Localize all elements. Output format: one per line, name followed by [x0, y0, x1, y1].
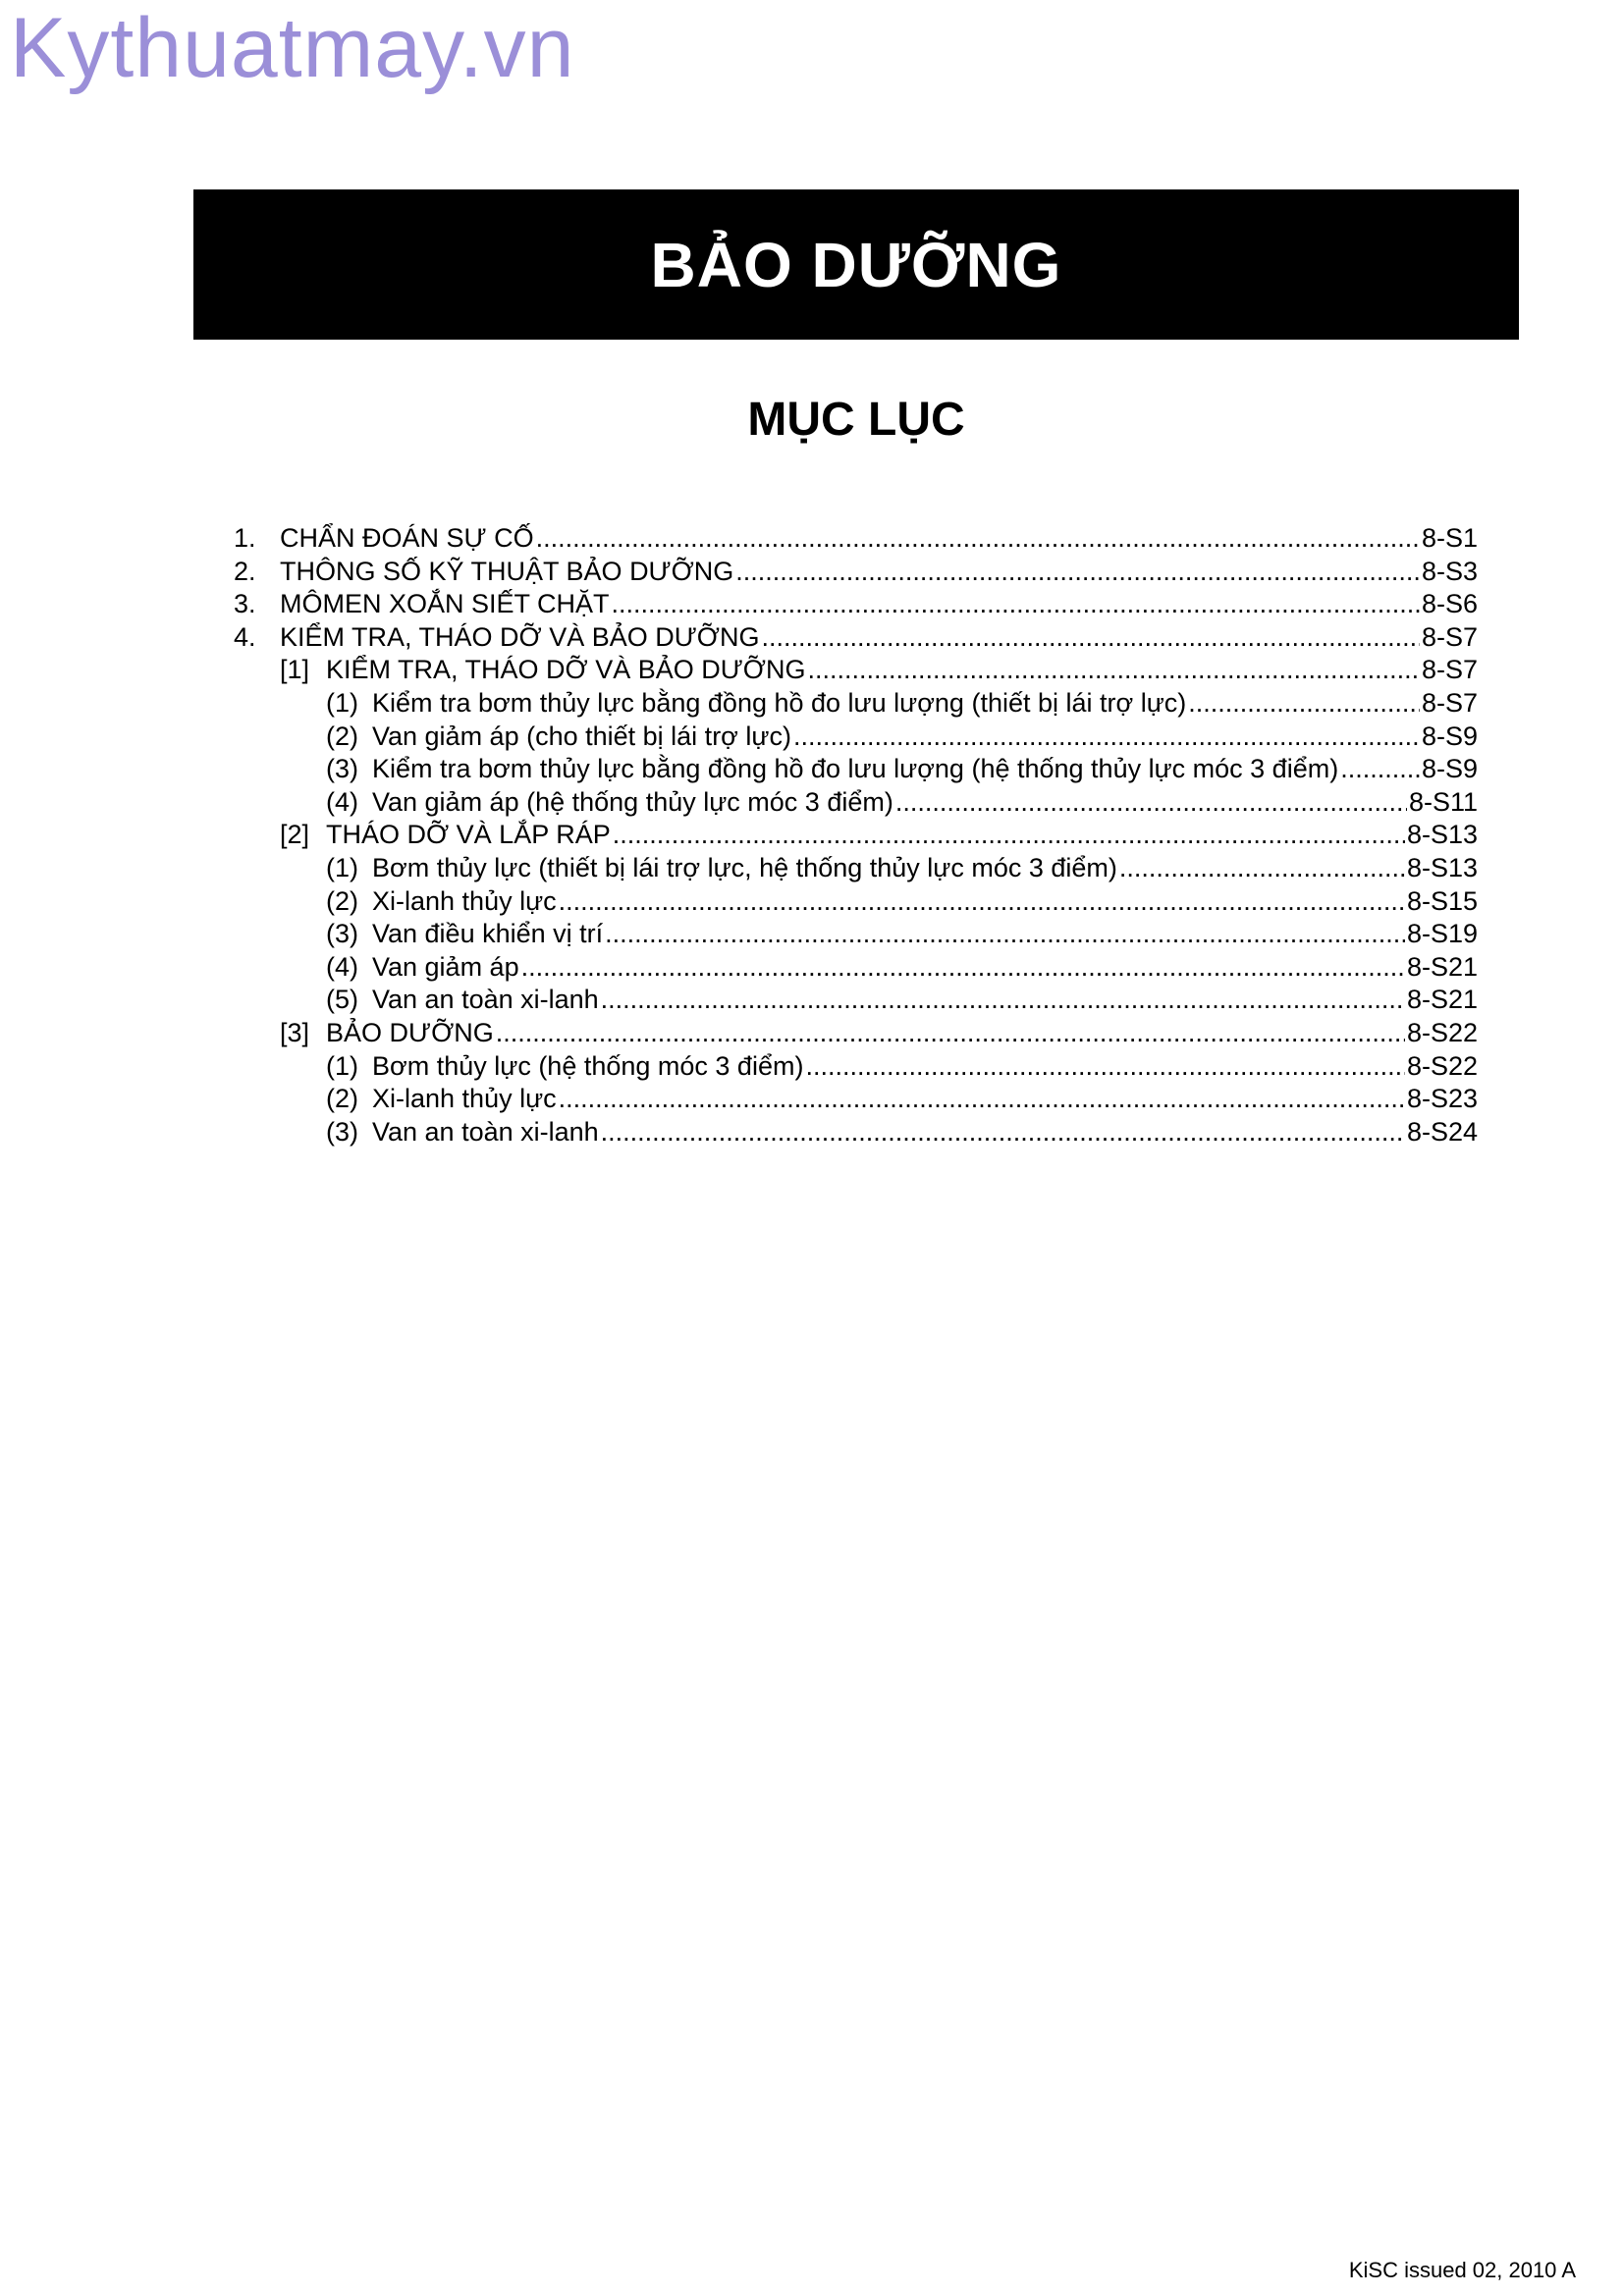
toc-dot-leader [1188, 686, 1420, 720]
toc-entry-number: (3) [326, 754, 358, 784]
toc-entry-title: Kiểm tra bơm thủy lực bằng đồng hồ đo lưu lượng (thiết bị lái trợ lực) [372, 688, 1187, 718]
toc-entry-page: 8-S23 [1406, 1084, 1478, 1114]
toc-entry-number: (1) [326, 853, 358, 882]
toc-entry-page: 8-S13 [1406, 820, 1478, 850]
toc-entry-title: Van an toàn xi-lanh [372, 1116, 599, 1147]
toc-entry-page: 8-S9 [1421, 721, 1478, 751]
toc-entry-title: Van điều khiển vị trí [372, 919, 604, 949]
toc-heading: MỤC LỤC [747, 394, 965, 446]
toc-dot-leader [805, 1049, 1404, 1083]
toc-entry-title: MÔMEN XOẮN SIẾT CHẶT [280, 589, 610, 619]
toc-entry-number: (3) [326, 919, 358, 949]
toc-entry-number: (1) [326, 1050, 358, 1081]
toc-dot-leader [521, 950, 1405, 984]
toc-entry-page: 8-S24 [1406, 1116, 1478, 1147]
toc-entry[interactable] [326, 686, 1478, 720]
toc-entry-number: (4) [326, 951, 358, 982]
toc-dot-leader [612, 587, 1420, 620]
toc-entry-title: Xi-lanh thủy lực [372, 885, 557, 916]
toc-entry-page: 8-S7 [1421, 621, 1478, 652]
toc-entry[interactable] [234, 620, 1478, 654]
toc-entry-page: 8-S11 [1408, 786, 1478, 817]
toc-entry[interactable] [326, 884, 1478, 918]
toc-dot-leader [793, 720, 1420, 753]
toc-dot-leader [605, 917, 1405, 950]
toc-entry-page: 8-S3 [1421, 556, 1478, 586]
toc-entry-number: (3) [326, 1116, 358, 1147]
toc-entry[interactable] [234, 587, 1478, 620]
toc-entry-title: Van giảm áp [372, 951, 519, 982]
toc-entry[interactable] [326, 720, 1478, 753]
toc-entry[interactable] [326, 785, 1478, 819]
toc-entry-number: (1) [326, 688, 358, 718]
toc-entry-number: [3] [280, 1018, 310, 1047]
toc-entry[interactable] [326, 752, 1478, 785]
toc-entry[interactable] [280, 818, 1478, 851]
toc-entry-title: Van giảm áp (hệ thống thủy lực móc 3 điểm) [372, 786, 893, 817]
toc-dot-leader [613, 818, 1405, 851]
toc-dot-leader [601, 1115, 1405, 1148]
toc-entry-title: CHẨN ĐOÁN SỰ CỐ [280, 523, 534, 553]
toc-dot-leader [496, 1016, 1405, 1049]
watermark-logo: Kythuatmay.vn [10, 1, 575, 95]
title-banner [193, 189, 1519, 340]
toc-entry[interactable] [326, 917, 1478, 950]
toc-entry[interactable] [326, 983, 1478, 1016]
toc-dot-leader [761, 620, 1420, 654]
toc-entry[interactable] [326, 950, 1478, 984]
toc-entry-number: [1] [280, 655, 310, 685]
toc-entry-title: Van an toàn xi-lanh [372, 985, 599, 1015]
toc-entry-number: (5) [326, 985, 358, 1015]
toc-dot-leader [559, 1082, 1405, 1115]
footer-issue-note: KiSC issued 02, 2010 A [1348, 2258, 1576, 2282]
toc-entry-title: Xi-lanh thủy lực [372, 1084, 557, 1114]
toc-entry-number: (2) [326, 721, 358, 751]
page-title: BẢO DƯỠNG [650, 229, 1062, 300]
toc-dot-leader [807, 653, 1420, 686]
toc-entry-title: Bơm thủy lực (thiết bị lái trợ lực, hệ thống thủy lực móc 3 điểm) [372, 853, 1117, 882]
toc-dot-leader [895, 785, 1407, 819]
toc-entry-number: (2) [326, 1084, 358, 1114]
toc-entry-page: 8-S22 [1406, 1018, 1478, 1047]
toc-entry-page: 8-S7 [1421, 688, 1478, 718]
toc-entry-page: 8-S19 [1406, 919, 1478, 949]
toc-entry-number: 1. [234, 523, 256, 553]
toc-entry-number: 4. [234, 621, 256, 652]
toc-entry-title: THÔNG SỐ KỸ THUẬT BẢO DƯỠNG [280, 556, 734, 586]
toc-entry[interactable] [326, 1049, 1478, 1083]
toc-entry-page: 8-S9 [1421, 754, 1478, 784]
toc-entry-number: (2) [326, 885, 358, 916]
toc-dot-leader [735, 555, 1420, 588]
toc-entry[interactable] [326, 1082, 1478, 1115]
toc-entry[interactable] [280, 653, 1478, 686]
toc-entry[interactable] [326, 1115, 1478, 1148]
toc-entry[interactable] [280, 1016, 1478, 1049]
toc-entry[interactable] [234, 555, 1478, 588]
toc-entry-title: Van giảm áp (cho thiết bị lái trợ lực) [372, 721, 791, 751]
toc-entry-page: 8-S6 [1421, 589, 1478, 619]
toc-entry-number: [2] [280, 820, 310, 850]
toc-entry-title: BẢO DƯỠNG [326, 1018, 494, 1047]
toc-entry-page: 8-S1 [1421, 523, 1478, 553]
toc-dot-leader [1119, 851, 1405, 884]
toc-entry-page: 8-S13 [1406, 853, 1478, 882]
toc-dot-leader [1340, 752, 1420, 785]
toc-dot-leader [536, 521, 1420, 555]
toc-entry-page: 8-S21 [1406, 985, 1478, 1015]
toc-entry-number: 2. [234, 556, 256, 586]
toc-entry-title: Bơm thủy lực (hệ thống móc 3 điểm) [372, 1050, 804, 1081]
toc-entry-number: 3. [234, 589, 256, 619]
toc-entry[interactable] [326, 851, 1478, 884]
toc-entry-page: 8-S22 [1406, 1050, 1478, 1081]
toc-entry-number: (4) [326, 786, 358, 817]
toc-entry[interactable] [234, 521, 1478, 555]
toc-entry-title: KIỂM TRA, THÁO DỠ VÀ BẢO DƯỠNG [280, 621, 760, 652]
toc-dot-leader [559, 884, 1405, 918]
toc-entry-title: Kiểm tra bơm thủy lực bằng đồng hồ đo lưu lượng (hệ thống thủy lực móc 3 điểm) [372, 754, 1339, 784]
toc-entry-page: 8-S15 [1406, 885, 1478, 916]
toc-entry-title: THÁO DỠ VÀ LẮP RÁP [326, 820, 611, 850]
toc-entry-title: KIỂM TRA, THÁO DỠ VÀ BẢO DƯỠNG [326, 655, 806, 685]
toc-entry-page: 8-S7 [1421, 655, 1478, 685]
toc-entry-page: 8-S21 [1406, 951, 1478, 982]
toc-dot-leader [601, 983, 1405, 1016]
